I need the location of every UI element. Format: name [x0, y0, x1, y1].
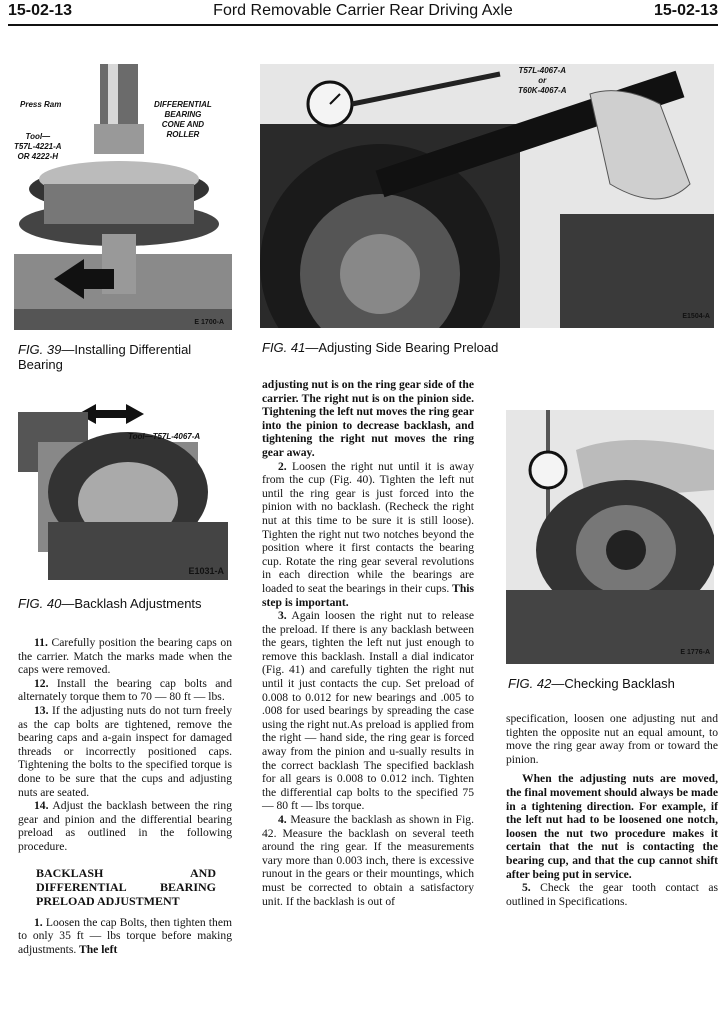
header-rule [8, 24, 718, 26]
step-1: 1. Loosen the cap Bolts, then tighten them to only 35 ft — lbs torque before making adjustments. The left [18, 915, 232, 956]
fig39-label-tool: Tool— T57L-4221-A OR 4222-H [14, 132, 62, 161]
fig41-caption: FIG. 41—Adjusting Side Bearing Preload [262, 340, 499, 355]
page-number-right: 15-02-13 [653, 2, 718, 19]
bold-continuation: adjusting nut is on the ring gear side of the carrier. The right nut is on the pinion side. Tightening the left nut moves the ring gear into the pinion to decrease backlash, and tightening the right nut moves the ring gear away. [262, 378, 474, 459]
page-number-left: 15-02-13 [8, 2, 73, 19]
fig42-code: E 1776-A [680, 649, 710, 656]
step-3: 3. Again loosen the right nut to release the preload. If there is any backlash between the gears, tighten the left nut just enough to remove this backlash. Install a dial indicator (Fig. 41) and carefully tighten the right nut until it just contacts the cup. Set preload of 0.008 to 0.012 for new bearings and .005 to .008 for used bearings by spreading the case using the right nut.As preload is applied from the right — hand side, the ring gear is forced away from the pinion and u-sually results in the correct backlash The specified backlash for all gears is 0.008 to 0.012 inch. Tighten the differential cap bolts to the specified 75 — 80 ft — lbs torque. [262, 609, 474, 813]
page-title: Ford Removable Carrier Rear Driving Axle [213, 2, 513, 19]
section-heading: BACKLASH AND DIFFERENTIAL BEARING PRELOAD ADJUSTMENT [36, 865, 216, 908]
figure-40-image [18, 382, 228, 580]
text-column-1 [18, 636, 232, 956]
step-4: 4. Measure the backlash as shown in Fig. 42. Measure the backlash on several teeth around the ring gear. If the measurements vary more than 0.003 inch, there is excessive runout in the gears or their mountings, which must be corrected to obtain a satisfactory unit. If the backlash is out of [262, 813, 474, 908]
text-column-3 [506, 712, 718, 908]
step-5: 5. Check the gear tooth contact as outlined in Specifications. [506, 881, 718, 908]
figure-39-image [14, 64, 232, 330]
continuation: specification, loosen one adjusting nut and tighten the opposite nut an equal amount, to move the ring gear away from or toward the pinion. [506, 712, 718, 766]
fig40-label-tool: Tool—T57L-4067-A [128, 432, 201, 441]
step-2: 2. Loosen the right nut until it is away from the cup (Fig. 40). Tighten the left nut until the ring gear is just forced into the pinion with no backlash. (Recheck the right nut at this time to be sure it is still loose). Tighten the right nut two notches beyond the position where it first contacts the bearing cup. Rotate the ring gear several revolutions in each direction while the bearings are loaded to seat the bearings in their cups. This step is important. [262, 459, 474, 609]
bold-note: When the adjusting nuts are moved, the final movement should always be made in a tightening direction. For example, if the left nut had to be loosened one notch, loosen the nut two procedure makes it certain that the nut is contacting the bearing cup, and that the cup cannot shift after being put in service. [506, 772, 718, 881]
fig41-label-tool: T57L-4067-A or T60K-4067-A [518, 66, 567, 95]
paragraph-14: 14. Adjust the backlash between the ring gear and pinion and the differential bearing preload as outlined in the following procedure. [18, 799, 232, 853]
fig39-caption: FIG. 39—Installing Differential Bearing [18, 342, 192, 372]
fig40-caption: FIG. 40—Backlash Adjustments [18, 596, 202, 611]
figure-41-image [260, 64, 714, 328]
fig40-code: E1031-A [188, 566, 224, 576]
text-column-2 [262, 378, 474, 908]
fig39-label-cone: DIFFERENTIAL BEARING CONE AND ROLLER [154, 100, 212, 139]
fig39-label-press-ram: Press Ram [20, 100, 62, 109]
paragraph-13: 13. If the adjusting nuts do not turn freely as the cap bolts are tightened, remove the bearing caps and a-gain inspect for damaged threads or incorrectly positioned caps. Tightening the bolts to the specified torque is done to be sure that the cups and adjusting nuts are seated. [18, 703, 232, 799]
fig41-code: E1504-A [682, 313, 710, 320]
figure-42-image [506, 410, 714, 664]
fig42-caption: FIG. 42—Checking Backlash [508, 676, 675, 691]
fig39-code: E 1700-A [194, 319, 224, 326]
paragraph-11: 11. Carefully position the bearing caps on the carrier. Match the marks made when the caps were removed. [18, 636, 232, 677]
paragraph-12: 12. Install the bearing cap bolts and alternately torque them to 70 — 80 ft — lbs. [18, 676, 232, 704]
